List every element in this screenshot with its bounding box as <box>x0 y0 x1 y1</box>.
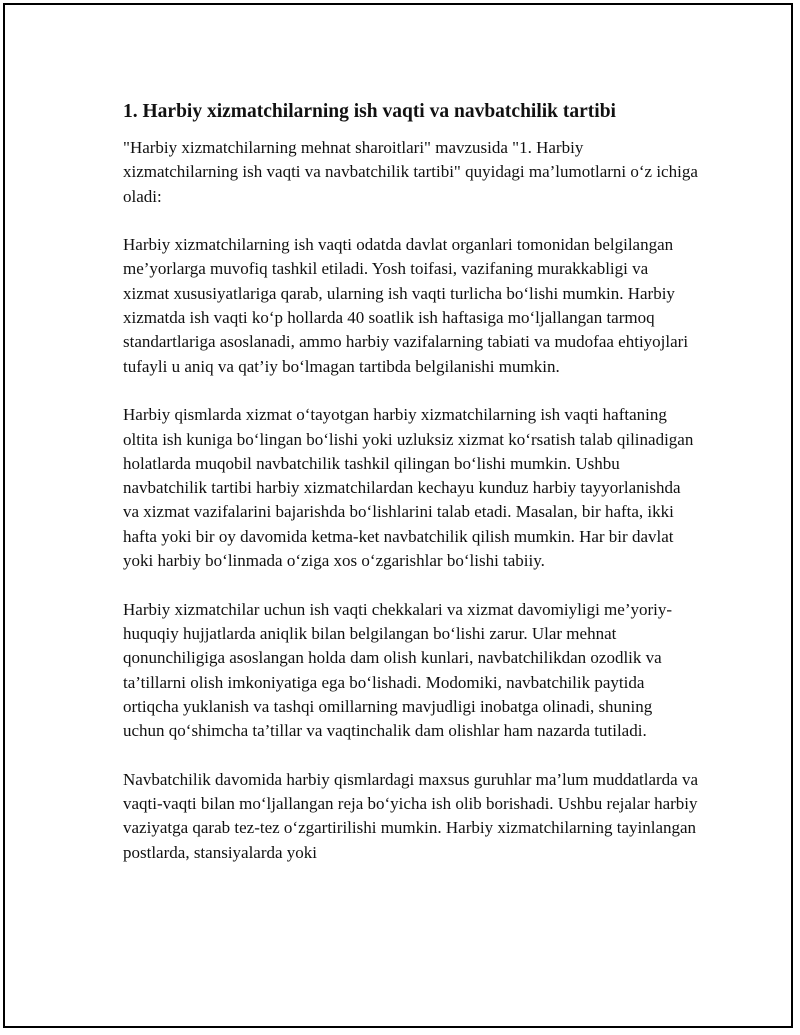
paragraph: Harbiy xizmatchilarning ish vaqti odatda davlat organlari tomonidan belgilangan me’yorlarga muvofiq tashkil etiladi. Yosh toifasi, vazifaning murakkabligi va xizmat xususiyatlariga qarab, ularning ish vaqti turlicha bo‘lishi mumkin. Harbiy xizmatda ish vaqti ko‘p hollarda 40 soatlik ish haftasiga mo‘ljallangan tarmoq standartlariga asoslanadi, ammo harbiy vazifalarning tabiati va mudofaa ehtiyojlari tufayli u aniq va qat’iy bo‘lmagan tartibda belgilanishi mumkin. <box>123 235 689 376</box>
document-body <box>123 98 698 889</box>
paragraph: Harbiy xizmatchilar uchun ish vaqti chekkalari va xizmat davomiyligi me’yoriy-huquqiy hujjatlarda aniqlik bilan belgilangan bo‘lishi zarur. Ular mehnat qonunchiligiga asoslangan holda dam olish kunlari, navbatchilikdan ozodlik va ta’tillarni olish imkoniyatiga ega bo‘lishadi. Modomiki, navbatchilik paytida ortiqcha yuklanish va tashqi omillarning mavjudligi inobatga olinadi, shuning uchun qo‘shimcha ta’tillar va vaqtinchalik dam olishlar ham nazarda tutiladi. <box>123 599 673 741</box>
page <box>3 3 793 1028</box>
paragraph: Navbatchilik davomida harbiy qismlardagi maxsus guruhlar ma’lum muddatlarda va vaqti-vaqti bilan mo‘ljallangan reja bo‘yicha ish olib borishadi. Ushbu rejalar harbiy vaziyatga qarab tez-tez o‘zgartirilishi mumkin. Harbiy xizmatchilarning tayinlangan postlarda, stansiyalarda yoki <box>123 769 699 862</box>
paragraph: Harbiy qismlarda xizmat o‘tayotgan harbiy xizmatchilarning ish vaqti haftaning oltita ish kuniga bo‘lingan bo‘lishi yoki uzluksiz xizmat ko‘rsatish talab qilinadigan holatlarda muqobil navbatchilik tashkil qilingan bo‘lishi mumkin. Ushbu navbatchilik tartibi harbiy xizmatchilardan kechayu kunduz harbiy tayyorlanishda va xizmat vazifalarini bajarishda bo‘lishlarini talab etadi. Masalan, bir hafta, ikki hafta yoki bir oy davomida ketma-ket navbatchilik qilish mumkin. Har bir davlat yoki harbiy bo‘linmada o‘ziga xos o‘zgarishlar bo‘lishi tabiiy. <box>123 405 694 571</box>
section-heading: 1. Harbiy xizmatchilarning ish vaqti va navbatchilik tartibi <box>123 101 616 122</box>
paragraph-intro: "Harbiy xizmatchilarning mehnat sharoitlari" mavzusida "1. Harbiy xizmatchilarning ish vaqti va navbatchilik tartibi" quyidagi ma’lumotlarni o‘z ichiga oladi: <box>123 138 698 206</box>
